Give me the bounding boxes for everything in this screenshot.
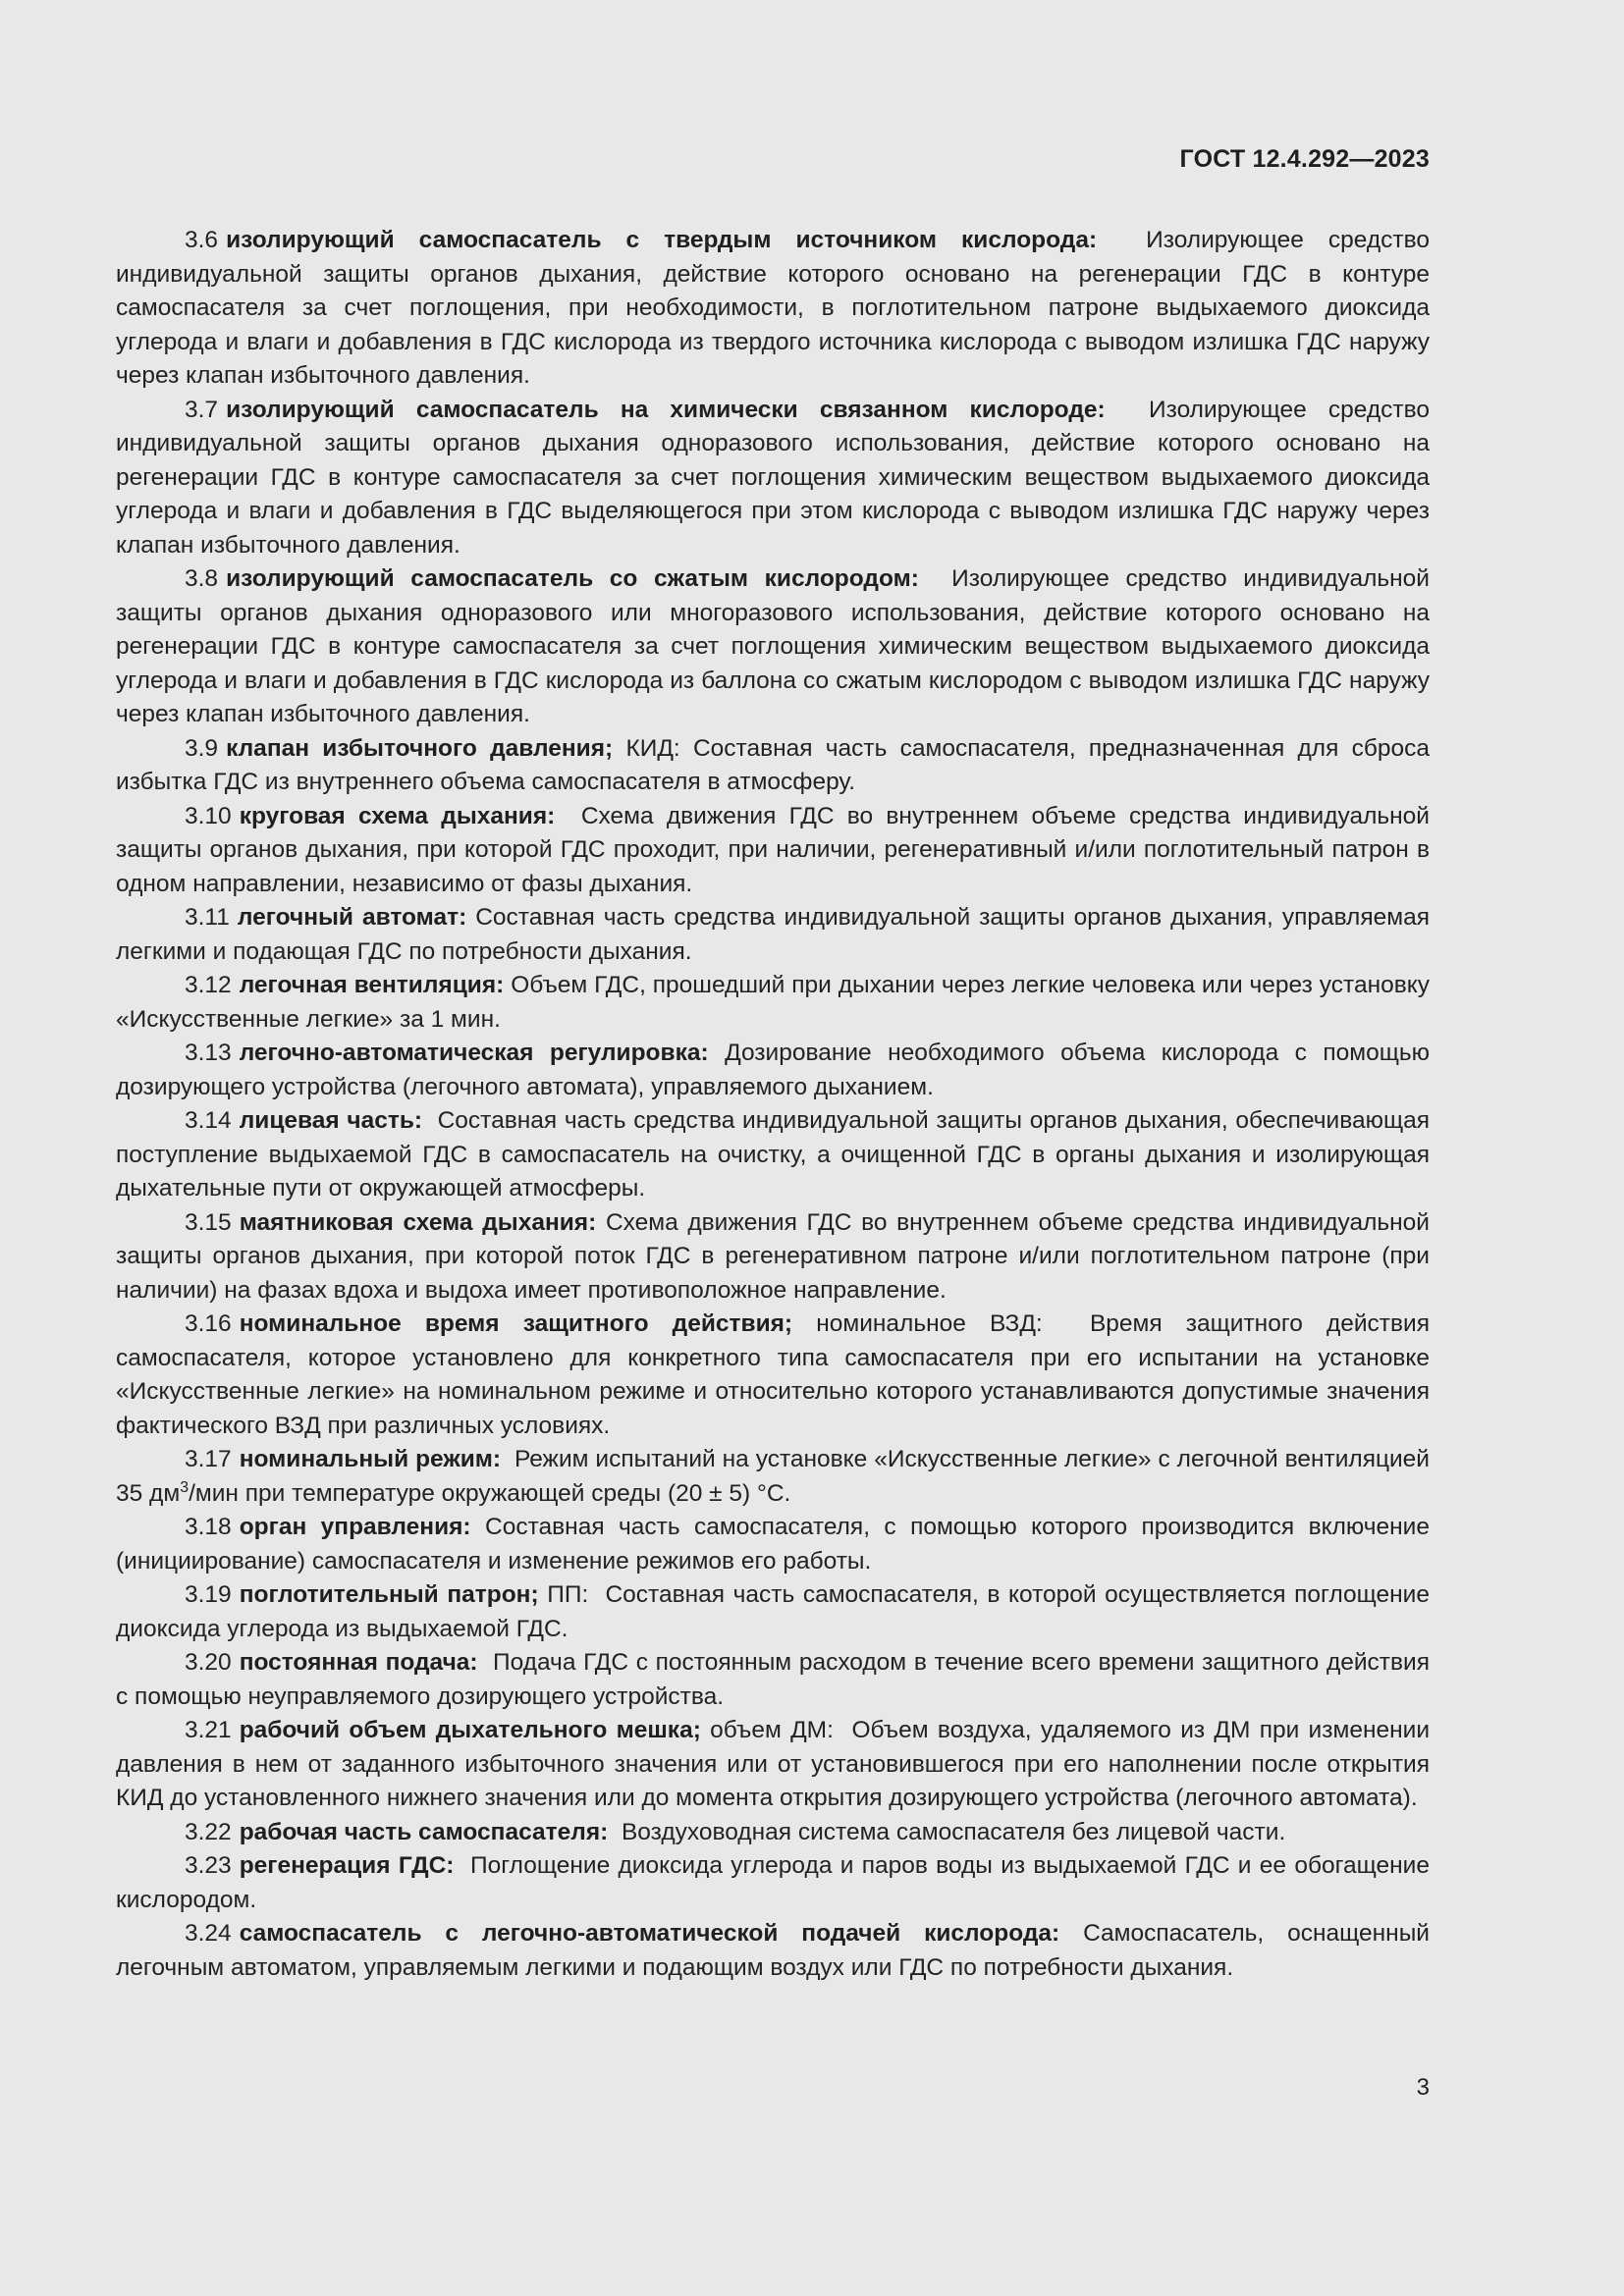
term-number: 3.13	[185, 1040, 232, 1066]
term-name: легочно-автоматическая регулировка:	[239, 1040, 709, 1066]
term-definition: Воздуховодная система самоспасателя без лицевой части.	[621, 1818, 1286, 1845]
term-abbreviation: номинальное ВЗД:	[816, 1310, 1043, 1337]
term-number: 3.7	[185, 396, 219, 423]
term-definition: Составная часть средства индивидуальной защиты органов дыхания, обеспечивающая поступление выдыхаемой ГДС в самоспасатель на очистку, а очищенной ГДС в органы дыхания и изолирующая дыхательные пути от окружающей атмосферы.	[116, 1107, 1431, 1201]
term-3-23	[116, 1849, 1430, 1917]
term-3-12	[116, 969, 1430, 1037]
term-definition: Схема движения ГДС во внутреннем объеме средства индивидуальной защиты органов дыхания, при которой поток ГДС в регенеративном патроне и/или поглотительном патроне (при наличии) на фазах вдоха и выдоха имеет противоположное направление.	[116, 1208, 1430, 1304]
term-3-17	[116, 1443, 1430, 1511]
term-definition: Изолирующее средство индивидуальной защиты органов дыхания, действие которого основано на регенерации ГДС в контуре самоспасателя за счет поглощения, при необходимости, в поглотительном патроне выдыхаемого диоксида углерода и влаги и добавления в ГДС кислорода из твердого источника кислорода с выводом излишка ГДС наружу через клапан избыточного давления.	[116, 227, 1430, 389]
term-name: лицевая часть:	[239, 1107, 423, 1134]
term-definition: Самоспасатель, оснащенный легочным автоматом, управляемым легкими и подающим воздух или ГДС по потребности дыхания.	[116, 1920, 1430, 1981]
term-definition: Составная часть самоспасателя, с помощью которого производится включение (инициирование) самоспасателя и изменение режимов его работы.	[116, 1514, 1430, 1575]
term-definition: Объем воздуха, удаляемого из ДМ при изменении давления в нем от заданного избыточного значения или от установившегося при его наполнении после открытия КИД до установленного нижнего значения или до момента открытия дозирующего устройства (легочного автомата).	[116, 1717, 1431, 1811]
term-3-13	[116, 1037, 1430, 1104]
term-number: 3.23	[185, 1852, 232, 1879]
term-number: 3.24	[185, 1920, 232, 1947]
term-name: изолирующий самоспасатель с твердым источником кислорода:	[226, 227, 1098, 253]
term-definition: Дозирование необходимого объема кислорода с помощью дозирующего устройства (легочного автомата), управляемого дыханием.	[116, 1040, 1430, 1100]
term-number: 3.17	[185, 1446, 232, 1472]
term-definition: Схема движения ГДС во внутреннем объеме средства индивидуальной защиты органов дыхания, при которой ГДС проходит, при наличии, регенеративный и/или поглотительный патрон в одном направлении, независимо от фазы дыхания.	[116, 802, 1430, 897]
term-name: маятниковая схема дыхания:	[239, 1208, 597, 1236]
term-name: клапан избыточного давления;	[226, 734, 614, 762]
term-3-22	[116, 1816, 1430, 1850]
term-number: 3.19	[185, 1581, 232, 1608]
term-abbreviation: КИД:	[625, 734, 680, 762]
term-name: самоспасатель с легочно-автоматической подачей кислорода:	[239, 1920, 1060, 1947]
term-3-11	[116, 901, 1430, 969]
term-definition: Объем ГДС, прошедший при дыхании через легкие человека или через установку «Искусственные легкие» за 1 мин.	[116, 972, 1430, 1033]
term-3-8	[116, 562, 1430, 732]
term-3-19	[116, 1578, 1430, 1646]
term-3-10	[116, 800, 1430, 902]
term-name: легочная вентиляция:	[239, 972, 505, 998]
term-3-9	[116, 732, 1430, 800]
term-definition: Изолирующее средство индивидуальной защиты органов дыхания одноразового использования, действие которого основано на регенерации ГДС в контуре самоспасателя за счет поглощения химическим веществом выдыхаемого диоксида углерода и влаги и добавления в ГДС выделяющегося при этом кислорода с выводом излишка ГДС наружу через клапан избыточного давления.	[116, 396, 1430, 559]
term-definition: Составная часть самоспасателя, предназначенная для сброса избытка ГДС из внутреннего объема самоспасателя в атмосферу.	[116, 734, 1430, 795]
term-number: 3.12	[185, 972, 232, 998]
term-3-24	[116, 1917, 1430, 1985]
term-name: изолирующий самоспасатель на химически связанном кислороде:	[226, 396, 1106, 423]
term-name: регенерация ГДС:	[239, 1852, 455, 1879]
term-name: изолирующий самоспасатель со сжатым кислородом:	[226, 565, 919, 592]
term-number: 3.16	[185, 1310, 232, 1337]
term-number: 3.22	[185, 1818, 232, 1845]
term-definition: Режим испытаний на установке «Искусственные легкие» с легочной вентиляцией 35 дм	[116, 1446, 1430, 1507]
term-3-21	[116, 1714, 1430, 1816]
term-definition: Составная часть самоспасателя, в которой осуществляется поглощение диоксида углерода из выдыхаемой ГДС.	[116, 1581, 1430, 1642]
term-name: рабочий объем дыхательного мешка;	[239, 1717, 701, 1743]
term-3-16	[116, 1308, 1430, 1443]
term-name: номинальное время защитного действия;	[239, 1310, 793, 1337]
term-3-15	[116, 1206, 1430, 1308]
term-number: 3.10	[185, 802, 232, 829]
term-name: поглотительный патрон;	[239, 1581, 539, 1608]
term-definition: Время защитного действия самоспасателя, которое установлено для конкретного типа самоспасателя при его испытании на установке «Искусственные легкие» на номинальном режиме и относительно которого устанавливаются допустимые значения фактического ВЗД при различных условиях.	[116, 1310, 1431, 1439]
term-number: 3.8	[185, 565, 219, 592]
term-name: орган управления:	[239, 1514, 471, 1540]
term-definition: Поглощение диоксида углерода и паров воды из выдыхаемой ГДС и ее обогащение кислородом.	[116, 1852, 1430, 1913]
term-number: 3.11	[185, 904, 230, 931]
page-number: 3	[1416, 2074, 1430, 2101]
term-definition: Подача ГДС с постоянным расходом в течение всего времени защитного действия с помощью неуправляемого дозирующего устройства.	[116, 1649, 1430, 1710]
term-number: 3.6	[185, 227, 219, 253]
term-3-6	[116, 224, 1430, 394]
term-number: 3.18	[185, 1514, 232, 1540]
term-number: 3.20	[185, 1649, 232, 1676]
term-3-18	[116, 1511, 1430, 1578]
term-number: 3.15	[185, 1208, 232, 1236]
term-abbreviation: ПП:	[547, 1581, 589, 1608]
term-number: 3.21	[185, 1717, 232, 1743]
terms-list	[116, 224, 1430, 1985]
term-name: постоянная подача:	[239, 1649, 478, 1676]
term-abbreviation: объем ДМ:	[710, 1717, 834, 1743]
standard-code: ГОСТ 12.4.292—2023	[1179, 145, 1430, 173]
term-definition: Составная часть средства индивидуальной защиты органов дыхания, управляемая легкими и подающая ГДС по потребности дыхания.	[116, 904, 1430, 965]
term-3-7	[116, 394, 1430, 563]
term-3-14	[116, 1104, 1430, 1206]
term-3-20	[116, 1646, 1430, 1714]
term-name: номинальный режим:	[239, 1446, 502, 1472]
term-name: легочный автомат:	[237, 904, 467, 931]
term-name: круговая схема дыхания:	[239, 802, 556, 829]
term-name: рабочая часть самоспасателя:	[239, 1818, 609, 1845]
term-number: 3.14	[185, 1107, 232, 1134]
term-definition: Изолирующее средство индивидуальной защиты органов дыхания одноразового или многоразового использования, действие которого основано на регенерации ГДС в контуре самоспасателя за счет поглощения химическим веществом выдыхаемого диоксида углерода и влаги и добавления в ГДС кислорода из баллона со сжатым кислородом с выводом излишка ГДС наружу через клапан избыточного давления.	[116, 565, 1430, 727]
term-definition-end: /мин при температуре окружающей среды (20 ± 5) °С.	[189, 1479, 791, 1507]
term-number: 3.9	[185, 734, 219, 762]
superscript-exponent: 3	[180, 1478, 189, 1496]
